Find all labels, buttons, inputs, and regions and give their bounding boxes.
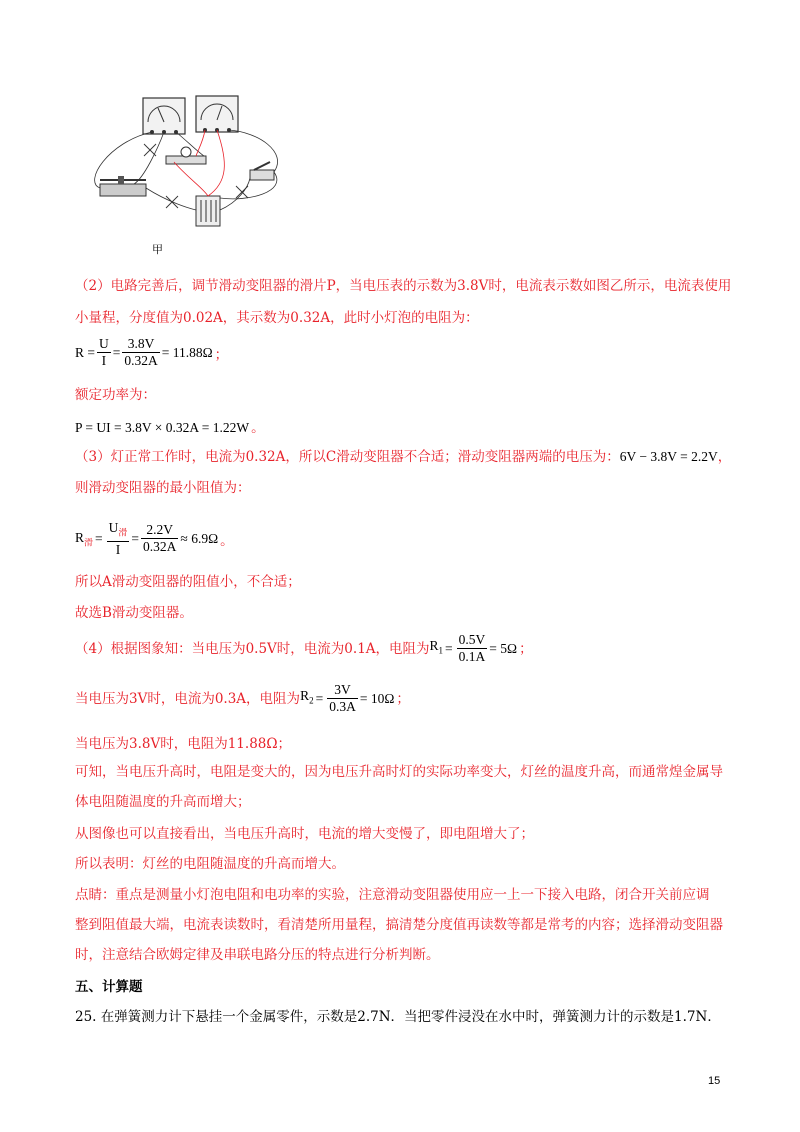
eq1-den2: 0.32A bbox=[124, 353, 158, 368]
question-25: 25. 在弹簧测力计下悬挂一个金属零件，示数是2.7N．当把零件浸没在水中时，弹簧测力计的示数是1.7N． bbox=[75, 1009, 721, 1025]
p2-line2: 小量程，分度值为0.02A，其示数为0.32A，此时小灯泡的电阻为： bbox=[75, 310, 479, 326]
eq5-rhs: = 10Ω bbox=[359, 690, 395, 706]
eq4-eq: = bbox=[445, 640, 453, 656]
voltmeter-icon bbox=[196, 96, 238, 132]
p4-line2 bbox=[75, 682, 410, 715]
eq5-semi: ； bbox=[396, 690, 410, 707]
eq3-semi: 。 bbox=[220, 532, 234, 548]
eq3-eq: = bbox=[131, 530, 140, 546]
p3-line1 bbox=[75, 447, 731, 467]
circuit-figure bbox=[78, 92, 298, 242]
p4-line2-text: 当电压为3V时，电流为0.3A，电阻为 bbox=[75, 690, 301, 707]
eq4-den: 0.1A bbox=[458, 649, 486, 664]
eq3-den1: I bbox=[115, 541, 121, 557]
eq3-rhs: ≈ 6.9Ω bbox=[180, 530, 219, 546]
eq3-num2: 2.2V bbox=[141, 522, 178, 539]
eq2-text: P = UI = 3.8V × 0.32A = 1.22W bbox=[75, 420, 250, 435]
tip-line1: 点睛：重点是测量小灯泡电阻和电功率的实验，注意滑动变阻器使用应一上一下接入电路，闭合开关前应调 bbox=[75, 887, 710, 903]
eq1-lhs: R = bbox=[75, 344, 95, 360]
eq4-semi: ； bbox=[519, 640, 533, 657]
eq-min-resistance bbox=[75, 520, 234, 558]
p4-line6: 从图像也可以直接看出，当电压升高时，电流的增大变慢了，即电阻增大了； bbox=[75, 826, 534, 842]
battery-icon bbox=[196, 196, 220, 226]
bulb-icon bbox=[166, 147, 206, 164]
eq4-lhs: $R_1$ bbox=[429, 638, 444, 656]
tip-line2: 整到阻值最大端，电流表读数时，看清楚所用量程，搞清楚分度值再读数等都是常考的内容；选择滑动变阻器 bbox=[75, 917, 723, 933]
p4-line4: 可知，当电压升高时，电阻是变大的，因为电压升高时灯的实际功率变大，灯丝的温度升高，而通常煌金属导 bbox=[75, 764, 723, 780]
section-title: 五、计算题 bbox=[75, 979, 143, 995]
p4-line7: 所以表明：灯丝的电阻随温度的升高而增大。 bbox=[75, 856, 345, 872]
eq1-den1: I bbox=[101, 353, 107, 368]
eq1-num2: 3.8V bbox=[122, 336, 159, 353]
eq2-semi: 。 bbox=[251, 420, 265, 435]
eq5-lhs: $R_2$ bbox=[300, 688, 314, 706]
p4-line3: 当电压为3.8V时，电阻为11.88Ω； bbox=[75, 736, 292, 752]
page-number: 15 bbox=[708, 1075, 721, 1087]
p3-line1-math: 6V − 3.8V = 2.2V bbox=[619, 449, 718, 464]
eq3-num1: $U_滑$ bbox=[107, 520, 130, 542]
eq1-semi: ； bbox=[214, 346, 229, 362]
p3-line1-text: （3）灯正常工作时，电流为0.32A，所以C滑动变阻器不合适；滑动变阻器两端的电压为： bbox=[75, 449, 620, 465]
eq1-rhs: = 11.88Ω bbox=[161, 344, 213, 360]
rated-power-label: 额定功率为： bbox=[75, 387, 156, 403]
ammeter-icon bbox=[143, 98, 185, 134]
p3-line1-tail: ， bbox=[717, 449, 732, 465]
eq4-num: 0.5V bbox=[458, 632, 486, 647]
eq4-rhs: = 5Ω bbox=[489, 640, 518, 656]
eq5-num: 3V bbox=[327, 682, 358, 699]
eq5-den: 0.3A bbox=[329, 699, 356, 714]
eq5-eq: = bbox=[315, 690, 324, 706]
p3-line2: 则滑动变阻器的最小阻值为： bbox=[75, 480, 251, 496]
eq1-eq: = bbox=[112, 344, 121, 360]
p3-line3: 所以A滑动变阻器的阻值小，不合适； bbox=[75, 574, 301, 590]
eq1-num1: U bbox=[99, 336, 109, 351]
p4-line1-text: （4）根据图象知：当电压为0.5V时，电流为0.1A，电阻为 bbox=[75, 640, 430, 657]
tip-line3: 时，注意结合欧姆定律及串联电路分压的特点进行分析判断。 bbox=[75, 947, 440, 963]
p4-line5: 体电阻随温度的升高而增大； bbox=[75, 794, 251, 810]
eq-resistance bbox=[75, 336, 228, 369]
p3-line4: 故选B滑动变阻器。 bbox=[75, 605, 193, 621]
eq-power bbox=[75, 416, 265, 436]
eq3-den2: 0.32A bbox=[143, 539, 177, 555]
eq3-lhs: $R_滑$ bbox=[75, 529, 94, 548]
p4-line1 bbox=[75, 632, 533, 665]
p2-line1: （2）电路完善后，调节滑动变阻器的滑片P，当电压表的示数为3.8V时，电流表示数如图乙所示，电流表使用 bbox=[75, 278, 732, 294]
switch-icon bbox=[250, 162, 274, 180]
figure-caption: 甲 bbox=[152, 243, 163, 256]
eq3-eq0: = bbox=[95, 530, 103, 546]
